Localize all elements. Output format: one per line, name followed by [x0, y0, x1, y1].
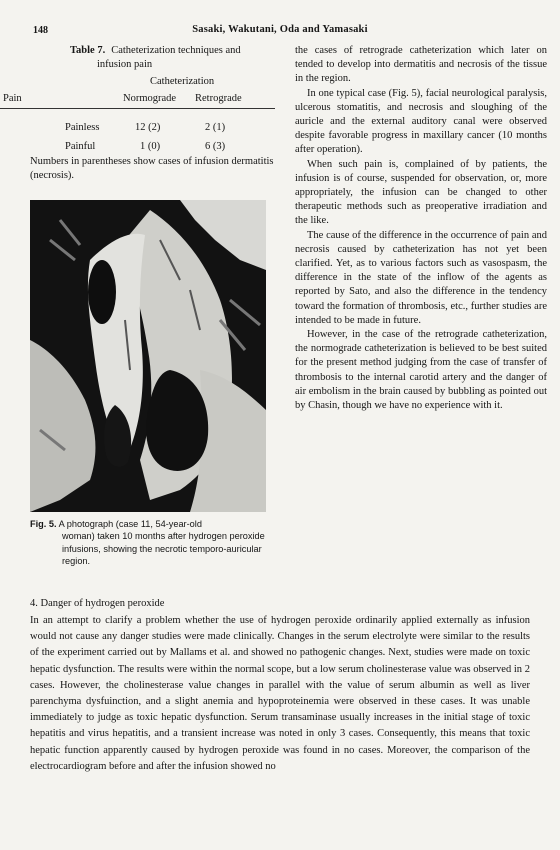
table-cell: 12 (2): [135, 122, 161, 133]
paragraph: The cause of the difference in the occurrence of pain and necrosis caused by catheterization has not yet been clarified. Yet, as to various factors such as vasospasm, the difference in the state of the inflow of the agents as reported by Sato, and also the difference in the tendency toward the formation of thrombosis, etc., further studies are intended to be made in future.: [295, 229, 547, 326]
paragraph: In one typical case (Fig. 5), facial neurological paralysis, ulcerous stomatitis, and necrosis and sloughing of the auricle and the external auditory canal were observed despite favorable progress in maxillary cancer (10 months after operation).: [295, 87, 547, 156]
table-row-label: Painful: [65, 141, 96, 152]
paragraph: the cases of retrograde catheterization which later on tended to develop into dermatitis and necrosis of the tissue in the region.: [295, 45, 547, 85]
table-col-normograde: Normograde: [123, 93, 177, 104]
table-cell: 2 (1): [205, 122, 226, 133]
figure-label: Fig. 5.: [30, 519, 57, 529]
table-label: Table 7.: [70, 45, 106, 56]
table-rule: [0, 108, 275, 109]
table-row-label: Painless: [65, 122, 100, 133]
section-body: In an attempt to clarify a problem whether the use of hydrogen peroxide ordinarily applied externally as infusion would not cause any danger studies were made clinically. Changes in the serum electrolyte were similar to the results of the experiment carried out by Mallams et al. and showed no pathogenic changes. Next, studies were made on toxic hepatic dysfunction. The results were within the normal scope, but a low serum cholinesterase value was observed in 2 cases. However, the cholinesterase value changes in parallel with the value of serum albumin as well as liver parenchyma dysfuinction, and a slight anemia and hypoproteinemia were observed in these cases. It was unable immediately to judge as toxic hepatic dysfunction. Serum transaminase usually increases in the initial stage of toxic hepatitis and virus hepatitis, and a transient increase was noted in only 3 cases. Consequently, this means that toxic hepatic function apparently caused by hydrogen peroxide was found in no cases. Moreover, the comparison of the electrocardiogram before and after the infusion showed no: [30, 615, 530, 772]
table-caption: [70, 44, 285, 72]
table-col-retrograde: Retrograde: [195, 93, 242, 104]
right-column-text: [295, 44, 547, 413]
figure-caption-rest: woman) taken 10 months after hydrogen peroxide infusions, showing the necrotic temporo-auricular region.: [62, 531, 265, 567]
table-col-pain: Pain: [3, 93, 22, 104]
table-cell: 1 (0): [140, 141, 161, 152]
table-footnote: Numbers in parentheses show cases of infusion dermatitis (necrosis).: [30, 156, 274, 181]
section-heading: 4. Danger of hydrogen peroxide: [30, 598, 165, 609]
table-title-line1: Catheterization techniques and: [111, 45, 241, 56]
paragraph: When such pain is, complained of by patients, the infusion is of course, suspended for observation, or, more appropriately, the infusion can be changed to other therapeutic methods such as preoperative irradiation and the like.: [295, 158, 547, 227]
running-header-authors: Sasaki, Wakutani, Oda and Yamasaki: [192, 24, 368, 35]
table-cell: 6 (3): [205, 141, 226, 152]
table-group-header: Catheterization: [150, 76, 215, 87]
figure-photo: [30, 200, 266, 512]
paragraph: However, in the case of the retrograde catheterization, the normograde catheterization is believed to be best suited for the present method judging from the case of transfer of thrombosis to the internal carotid artery and the danger of air embolism in the brain caused by bubbling as pointed out by Chasin, though we have no experience with it.: [295, 329, 547, 412]
page-number: 148: [33, 25, 48, 36]
figure-caption-line1: A photograph (case 11, 54-year-old: [58, 519, 202, 529]
table-title-line2: infusion pain: [97, 59, 153, 70]
necrosis-photo-image: [30, 200, 266, 512]
figure-caption: [30, 518, 270, 568]
